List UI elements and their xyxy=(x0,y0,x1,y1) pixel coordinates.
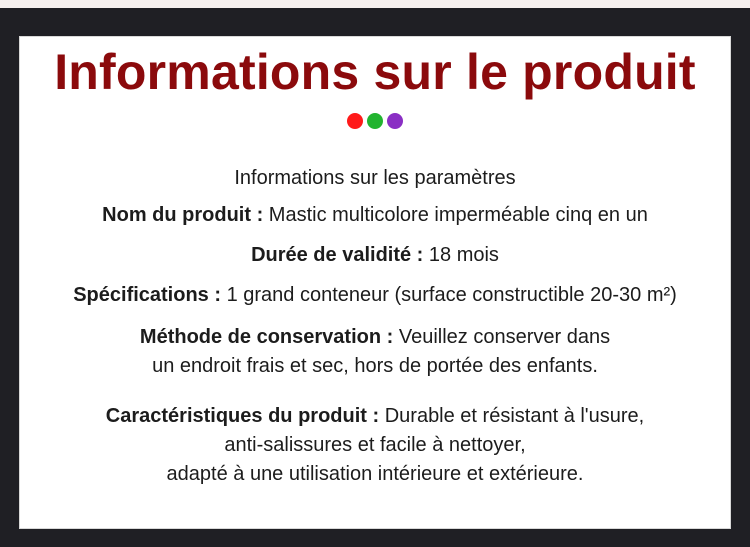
conservation-row xyxy=(0,325,750,349)
characteristics-value-line3: adapté à une utilisation intérieure et extérieure. xyxy=(166,463,584,485)
characteristics-row xyxy=(0,404,750,428)
validity-label: Durée de validité : xyxy=(251,244,424,266)
characteristics-value-line1: Durable et résistant à l'usure, xyxy=(379,405,645,427)
specifications-row xyxy=(0,283,750,307)
characteristics-row-3 xyxy=(0,462,750,486)
red-dot-icon xyxy=(347,113,363,129)
conservation-row-2 xyxy=(0,354,750,378)
specifications-value: 1 grand conteneur (surface constructible 20-30 m²) xyxy=(221,284,677,306)
decorative-dots xyxy=(0,113,750,129)
conservation-value-line2: un endroit frais et sec, hors de portée des enfants. xyxy=(152,355,598,377)
conservation-value-line1: Veuillez conserver dans xyxy=(393,326,611,348)
conservation-label: Méthode de conservation : xyxy=(139,326,394,348)
characteristics-value-line2: anti-salissures et facile à nettoyer, xyxy=(224,434,526,456)
specifications-label: Spécifications : xyxy=(73,284,222,306)
purple-dot-icon xyxy=(387,113,403,129)
product-name-value: Mastic multicolore imperméable cinq en un xyxy=(263,204,648,226)
product-name-label: Nom du produit : xyxy=(102,204,264,226)
characteristics-row-2 xyxy=(0,433,750,457)
green-dot-icon xyxy=(367,113,383,129)
page-title: Informations sur le produit xyxy=(54,44,696,100)
product-name-row xyxy=(0,203,750,227)
validity-row xyxy=(0,243,750,267)
characteristics-label: Caractéristiques du produit : xyxy=(105,405,380,427)
validity-value: 18 mois xyxy=(423,244,499,266)
subtitle: Informations sur les paramètres xyxy=(234,167,516,189)
top-strip xyxy=(0,0,750,8)
